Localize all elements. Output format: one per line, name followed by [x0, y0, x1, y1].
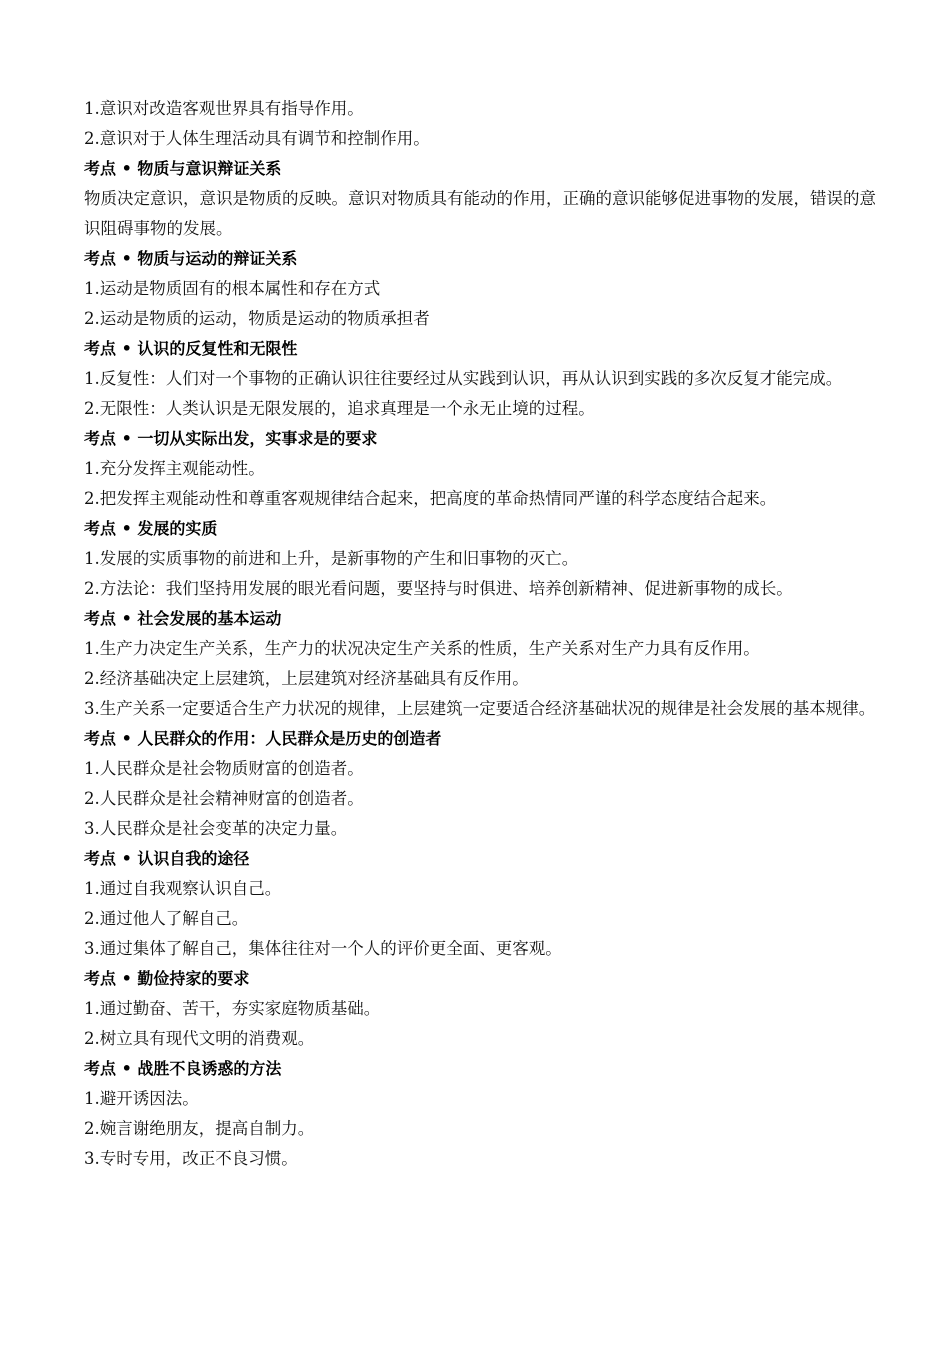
list-item: 2.婉言谢绝朋友，提高自制力。 — [84, 1119, 315, 1138]
list-item: 2.方法论：我们坚持用发展的眼光看问题，要坚持与时俱进、培养创新精神、促进新事物的成长。 — [84, 579, 793, 598]
section-heading: 考点 • 一切从实际出发，实事求是的要求 — [84, 429, 378, 448]
list-item: 1.避开诱因法。 — [84, 1089, 199, 1108]
section-heading: 考点 • 社会发展的基本运动 — [84, 609, 282, 628]
list-item: 1.发展的实质事物的前进和上升，是新事物的产生和旧事物的灭亡。 — [84, 549, 579, 568]
list-item: 3.通过集体了解自己，集体往往对一个人的评价更全面、更客观。 — [84, 939, 562, 958]
list-item: 3.专时专用，改正不良习惯。 — [84, 1149, 298, 1168]
section-heading: 考点 • 认识自我的途径 — [84, 849, 250, 868]
list-item: 3.生产关系一定要适合生产力状况的规律，上层建筑一定要适合经济基础状况的规律是社会发展的基本规律。 — [84, 699, 876, 718]
list-item: 1.通过勤奋、苦干，夯实家庭物质基础。 — [84, 999, 381, 1018]
list-item: 2.树立具有现代文明的消费观。 — [84, 1029, 315, 1048]
section-heading: 考点 • 战胜不良诱惑的方法 — [84, 1059, 282, 1078]
section-heading: 考点 • 物质与意识辩证关系 — [84, 159, 282, 178]
section-heading: 考点 • 物质与运动的辩证关系 — [84, 249, 298, 268]
section-heading: 考点 • 认识的反复性和无限性 — [84, 339, 298, 358]
list-item: 2.无限性：人类认识是无限发展的，追求真理是一个永无止境的过程。 — [84, 399, 595, 418]
document-page — [84, 94, 876, 1174]
list-item: 3.人民群众是社会变革的决定力量。 — [84, 819, 348, 838]
list-item: 2.运动是物质的运动，物质是运动的物质承担者 — [84, 309, 430, 328]
list-item: 1.意识对改造客观世界具有指导作用。 — [84, 99, 364, 118]
list-item: 2.经济基础决定上层建筑，上层建筑对经济基础具有反作用。 — [84, 669, 529, 688]
list-item: 2.意识对于人体生理活动具有调节和控制作用。 — [84, 129, 430, 148]
list-item: 1.充分发挥主观能动性。 — [84, 459, 265, 478]
section-heading: 考点 • 发展的实质 — [84, 519, 218, 538]
paragraph: 物质决定意识，意识是物质的反映。意识对物质具有能动的作用，正确的意识能够促进事物的发展，错误的意识阻碍事物的发展。 — [84, 189, 876, 238]
section-heading: 考点 • 勤俭持家的要求 — [84, 969, 250, 988]
list-item: 1.人民群众是社会物质财富的创造者。 — [84, 759, 364, 778]
section-heading: 考点 • 人民群众的作用：人民群众是历史的创造者 — [84, 729, 442, 748]
list-item: 2.把发挥主观能动性和尊重客观规律结合起来，把高度的革命热情同严谨的科学态度结合起来。 — [84, 489, 777, 508]
list-item: 1.生产力决定生产关系，生产力的状况决定生产关系的性质，生产关系对生产力具有反作用。 — [84, 639, 760, 658]
list-item: 1.反复性：人们对一个事物的正确认识往往要经过从实践到认识，再从认识到实践的多次反复才能完成。 — [84, 369, 843, 388]
list-item: 2.通过他人了解自己。 — [84, 909, 249, 928]
list-item: 1.通过自我观察认识自己。 — [84, 879, 282, 898]
list-item: 2.人民群众是社会精神财富的创造者。 — [84, 789, 364, 808]
list-item: 1.运动是物质固有的根本属性和存在方式 — [84, 279, 381, 298]
